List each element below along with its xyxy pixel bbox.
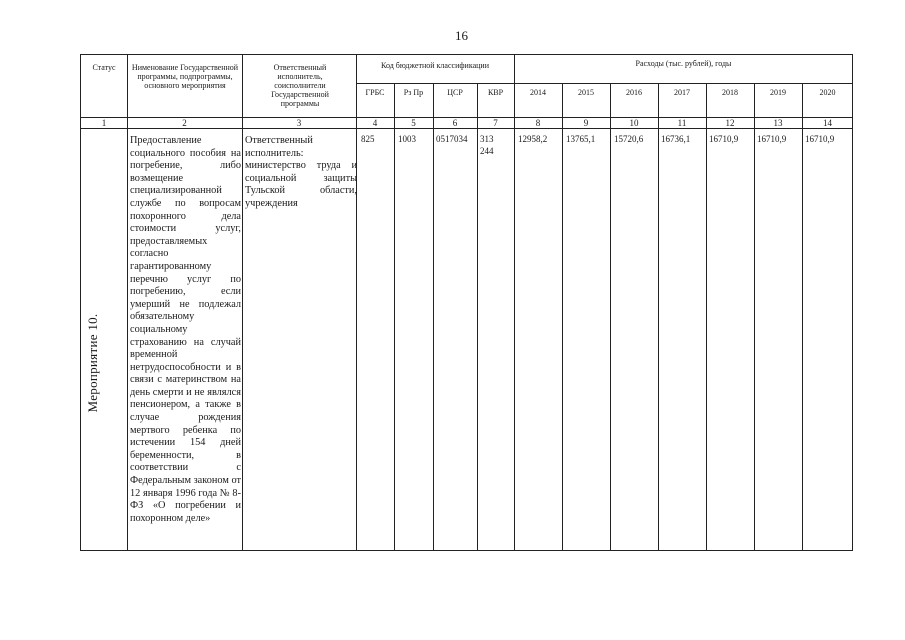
- header-year-2019: 2019: [770, 88, 786, 97]
- header-grbs: ГРБС: [365, 88, 385, 97]
- status-cell: Мероприятие 10.: [85, 313, 100, 413]
- expense-2017: 16736,1: [661, 134, 691, 144]
- header-name: Нименование Государственной программы, подпрограммы, основного мероприятия: [131, 63, 239, 90]
- header-year-2015: 2015: [578, 88, 594, 97]
- col-number: 12: [725, 118, 735, 128]
- kvr-value-2: 244: [480, 146, 494, 156]
- header-year-2016: 2016: [626, 88, 642, 97]
- header-expenses: Расходы (тыс. рублей), годы: [635, 59, 732, 68]
- col-number: 8: [535, 118, 541, 128]
- expense-2020: 16710,9: [805, 134, 835, 144]
- header-year-2014: 2014: [530, 88, 546, 97]
- col-number: 14: [823, 118, 832, 128]
- header-budget-code: Код бюджетной классификации: [381, 61, 489, 70]
- header-kvr: КВР: [487, 88, 504, 97]
- header-year-2017: 2017: [674, 88, 690, 97]
- expense-2014: 12958,2: [518, 134, 548, 144]
- col-number: 11: [677, 118, 687, 128]
- csr-value: 0517034: [436, 134, 468, 144]
- expense-2019: 16710,9: [757, 134, 787, 144]
- col-number: 5: [411, 118, 416, 128]
- budget-table: [80, 54, 853, 551]
- header-rzpr: Рз Пр: [403, 88, 424, 97]
- col-number: 6: [452, 118, 458, 128]
- measure-description: Предоставление социального пособия на погребение, либо возмещение специализированной службе по вопросам похоронного дела стоимости услуг, предоставляемых согласно гарантированному перечню услуг по погребению, если умерший не подлежал обязательному социальному страхованию на случай временной нетрудоспособности и в связи с материнством на день смерти и не являлся пенсионером, а также в случае рождения мертвого ребенка по истечении 154 дней беременности, в соответствии с Федеральным законом от 12 января 1996 года № 8-ФЗ «О погребении и похоронном деле»: [130, 135, 241, 524]
- col-number: 13: [773, 118, 783, 128]
- responsible-executor: Ответственный исполнитель: министерство труда и социальной защиты Тульской области, учреждения: [245, 135, 357, 209]
- expense-2018: 16710,9: [709, 134, 739, 144]
- expense-2016: 15720,6: [614, 134, 644, 144]
- col-number: 2: [182, 118, 187, 128]
- col-number: 9: [583, 118, 589, 128]
- col-number: 3: [296, 118, 302, 128]
- col-number: 1: [101, 118, 107, 128]
- rzpr-value: 1003: [398, 134, 416, 144]
- header-csr: ЦСР: [447, 88, 463, 97]
- header-responsible: Ответственный исполнитель, соисполнители Государственной программы: [271, 63, 329, 108]
- page-number: 16: [455, 28, 468, 43]
- header-year-2018: 2018: [722, 88, 738, 97]
- header-year-2020: 2020: [819, 88, 836, 97]
- header-status: Статус: [92, 63, 116, 72]
- col-number: 4: [372, 118, 378, 128]
- col-number: 10: [629, 118, 639, 128]
- expense-2015: 13765,1: [566, 134, 596, 144]
- grbs-value: 825: [361, 134, 375, 144]
- kvr-value: 313: [480, 134, 494, 144]
- col-number: 7: [493, 118, 498, 128]
